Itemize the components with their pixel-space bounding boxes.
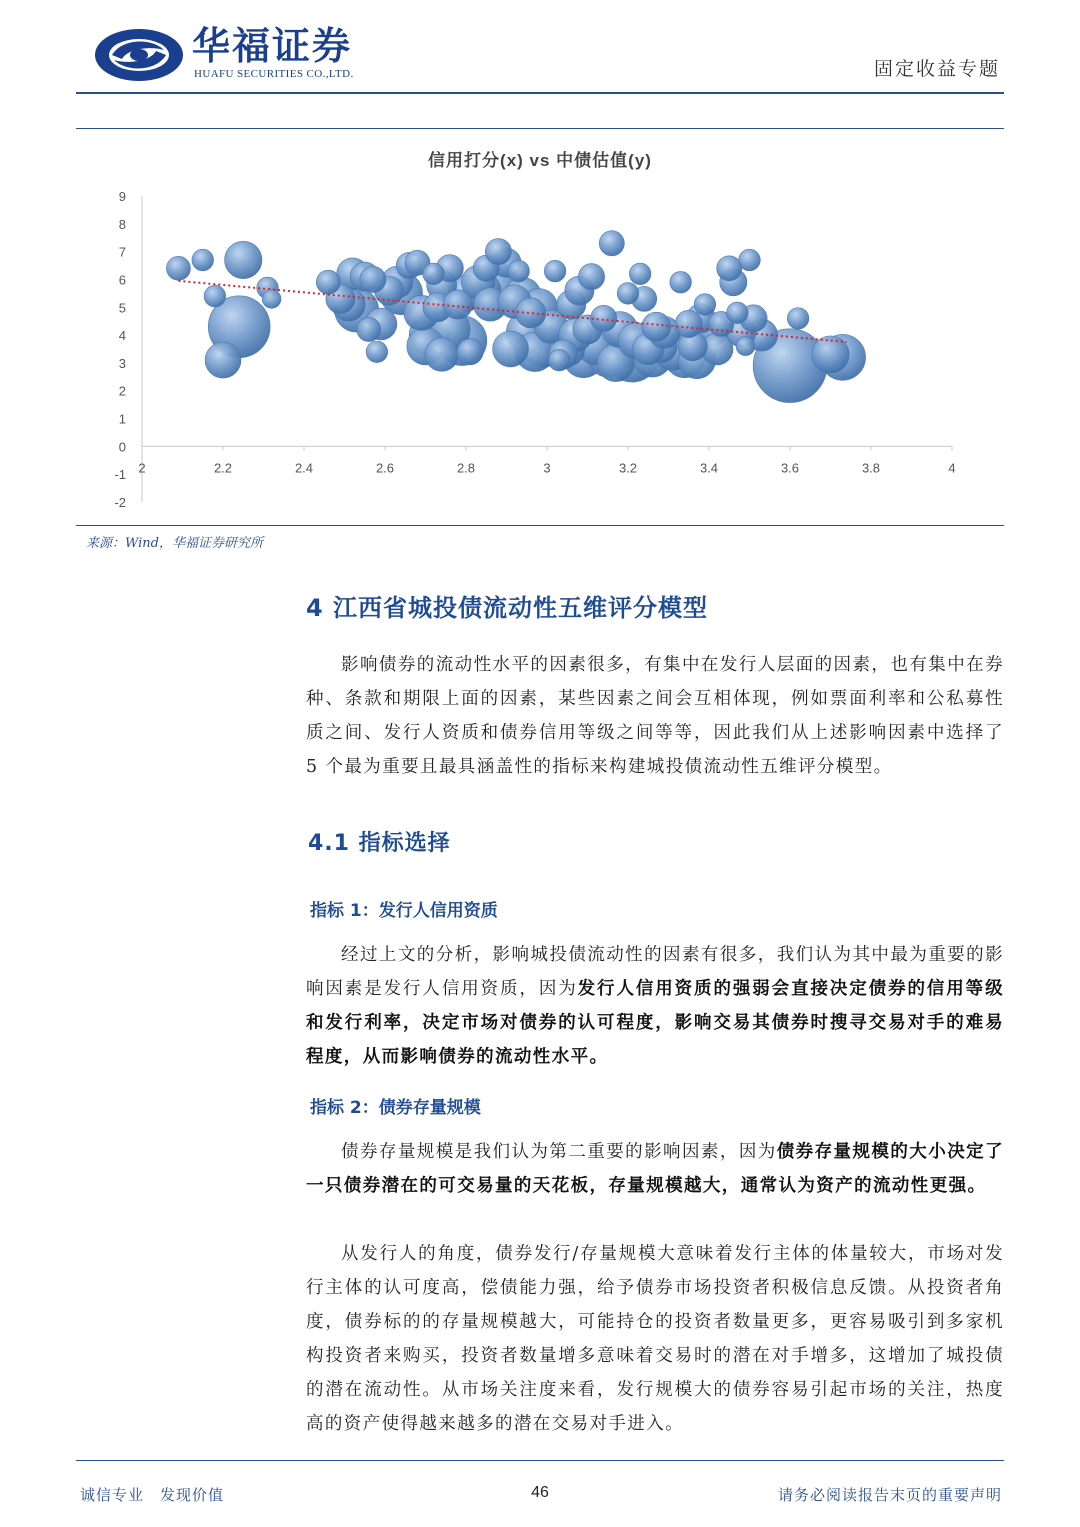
bubble-point bbox=[727, 302, 749, 324]
bubble-point bbox=[457, 339, 483, 365]
indicator-1-text: 经过上文的分析，影响城投债流动性的因素有很多，我们认为其中最为重要的影响因素是发行人信用资质，因为 bbox=[306, 945, 1004, 999]
bubble-point bbox=[508, 260, 530, 282]
indicator-2-title: 指标 2：债券存量规模 bbox=[310, 1098, 481, 1118]
x-tick-label: 3.8 bbox=[861, 460, 881, 476]
bubble-point bbox=[225, 241, 262, 278]
x-tick-label: 2.2 bbox=[213, 460, 233, 476]
chart-title: 信用打分(x) vs 中债估值(y) bbox=[428, 151, 652, 170]
bubble-point bbox=[493, 331, 529, 367]
header-divider bbox=[76, 92, 1004, 94]
bubble-point bbox=[617, 283, 639, 305]
footer-disclaimer: 请务必阅读报告末页的重要声明 bbox=[777, 1486, 1002, 1504]
x-tick-label: 2.8 bbox=[456, 460, 476, 476]
indicator-2-paragraph bbox=[306, 1135, 1004, 1203]
bubble-point bbox=[360, 266, 386, 292]
x-tick-label: 4 bbox=[948, 460, 956, 476]
bubble-point bbox=[316, 270, 340, 294]
bubble-point bbox=[516, 298, 546, 328]
x-tick-label: 2.4 bbox=[294, 460, 314, 476]
indicator-2-text: 债券存量规模是我们认为第二重要的影响因素，因为 bbox=[341, 1142, 777, 1162]
bubble-point bbox=[739, 249, 761, 271]
footer-divider bbox=[76, 1460, 1004, 1461]
footer-slogan: 诚信专业 发现价值 bbox=[80, 1486, 225, 1504]
y-tick-label: 2 bbox=[118, 383, 126, 399]
x-tick-label: 3 bbox=[543, 460, 551, 476]
bubble-point bbox=[205, 342, 241, 378]
y-tick-label: -2 bbox=[114, 495, 126, 510]
bubble-point bbox=[204, 285, 226, 307]
section-intro: 影响债券的流动性水平的因素很多，有集中在发行人层面的因素，也有集中在券种、条款和期限上面的因素，某些因素之间会互相体现，例如票面利率和公私募性质之间、发行人资质和债券信用等级之间等等，因此我们从上述影响因素中选择了 5 个最为重要且最具涵盖性的指标来构建城投债流动性五维评分模型。 bbox=[306, 655, 1004, 777]
bubble-point bbox=[485, 239, 511, 265]
chart-source: 来源：Wind，华福证券研究所 bbox=[86, 536, 263, 551]
y-tick-label: 3 bbox=[118, 355, 126, 371]
y-tick-label: 7 bbox=[118, 244, 126, 260]
y-tick-label: 6 bbox=[118, 272, 126, 288]
logo-english-name: HUAFU SECURITIES CO.,LTD. bbox=[194, 68, 354, 80]
y-tick-label: 5 bbox=[118, 300, 126, 316]
x-tick-label: 2.6 bbox=[375, 460, 395, 476]
bubble-point bbox=[670, 271, 692, 293]
bubble-point bbox=[642, 312, 671, 341]
bubble-point bbox=[192, 249, 214, 271]
indicator-1-title: 指标 1：发行人信用资质 bbox=[310, 901, 498, 921]
bubble-point bbox=[544, 260, 566, 282]
bubble-point bbox=[262, 290, 281, 309]
bubble-point bbox=[787, 308, 809, 330]
indicator-2-paragraph-2: 从发行人的角度，债券发行/存量规模大意味着发行主体的体量较大，市场对发行主体的认可度高，偿债能力强，给予债券市场投资者积极信息反馈。从投资者角度，债券标的的存量规模越大，可能持仓的投资者数量更多，更容易吸引到多家机构投资者来购买，投资者数量增多意味着交易时的潜在对手增多，这增加了城投债的潜在流动性。从市场关注度来看，发行规模大的债券容易引起市场的关注，热度高的资产使得越来越多的潜在交易对手进入。 bbox=[306, 1244, 1004, 1434]
bubble-point bbox=[675, 310, 702, 337]
bubble-point bbox=[423, 263, 445, 285]
indicator-1-paragraph bbox=[306, 938, 1004, 1074]
x-tick-label: 3.2 bbox=[618, 460, 638, 476]
bubble-chart bbox=[76, 140, 1004, 520]
chart-bottom-divider bbox=[76, 525, 1004, 526]
y-tick-label: -1 bbox=[114, 467, 126, 483]
y-tick-label: 0 bbox=[118, 439, 126, 455]
indicator-2-bold-text: 债券存量规模的大小决定了一只债券潜在的可交易量的天花板，存量规模越大，通常认为资产的流动性更强。 bbox=[306, 1142, 1004, 1196]
y-tick-label: 1 bbox=[118, 411, 126, 427]
bubble-point bbox=[166, 256, 190, 280]
y-tick-label: 9 bbox=[118, 189, 126, 204]
bubble-point bbox=[694, 294, 716, 316]
bubble-point bbox=[425, 338, 459, 372]
y-tick-label: 4 bbox=[118, 328, 126, 344]
indicator-1-bold-text: 发行人信用资质的强弱会直接决定债券的信用等级和发行利率，决定市场对债券的认可程度，影响交易其债券时搜寻交易对手的难易程度，从而影响债券的流动性水平。 bbox=[306, 979, 1004, 1067]
x-tick-label: 3.6 bbox=[780, 460, 800, 476]
bubble-point bbox=[717, 256, 742, 281]
bubble-point bbox=[357, 318, 381, 342]
y-tick-label: 8 bbox=[118, 216, 126, 232]
bubble-point bbox=[591, 305, 617, 331]
bubble-point bbox=[812, 336, 849, 373]
bubble-point bbox=[548, 349, 570, 371]
bubble-point bbox=[366, 341, 388, 363]
bubble-point bbox=[578, 264, 604, 290]
x-tick-label: 3.4 bbox=[699, 460, 719, 476]
page-number: 46 bbox=[531, 1484, 549, 1501]
bubble-point bbox=[443, 290, 472, 319]
report-category: 固定收益专题 bbox=[873, 58, 1000, 80]
bubble-point bbox=[599, 231, 624, 256]
bubble-point bbox=[736, 337, 755, 356]
chart-top-divider bbox=[76, 128, 1004, 129]
bubble-point bbox=[629, 263, 651, 285]
logo-chinese-name: 华福证券 bbox=[192, 24, 353, 68]
company-logo bbox=[92, 26, 186, 84]
x-tick-label: 2 bbox=[138, 460, 146, 476]
section-heading: 4 江西省城投债流动性五维评分模型 bbox=[306, 594, 709, 622]
subsection-heading: 4.1 指标选择 bbox=[308, 831, 451, 856]
